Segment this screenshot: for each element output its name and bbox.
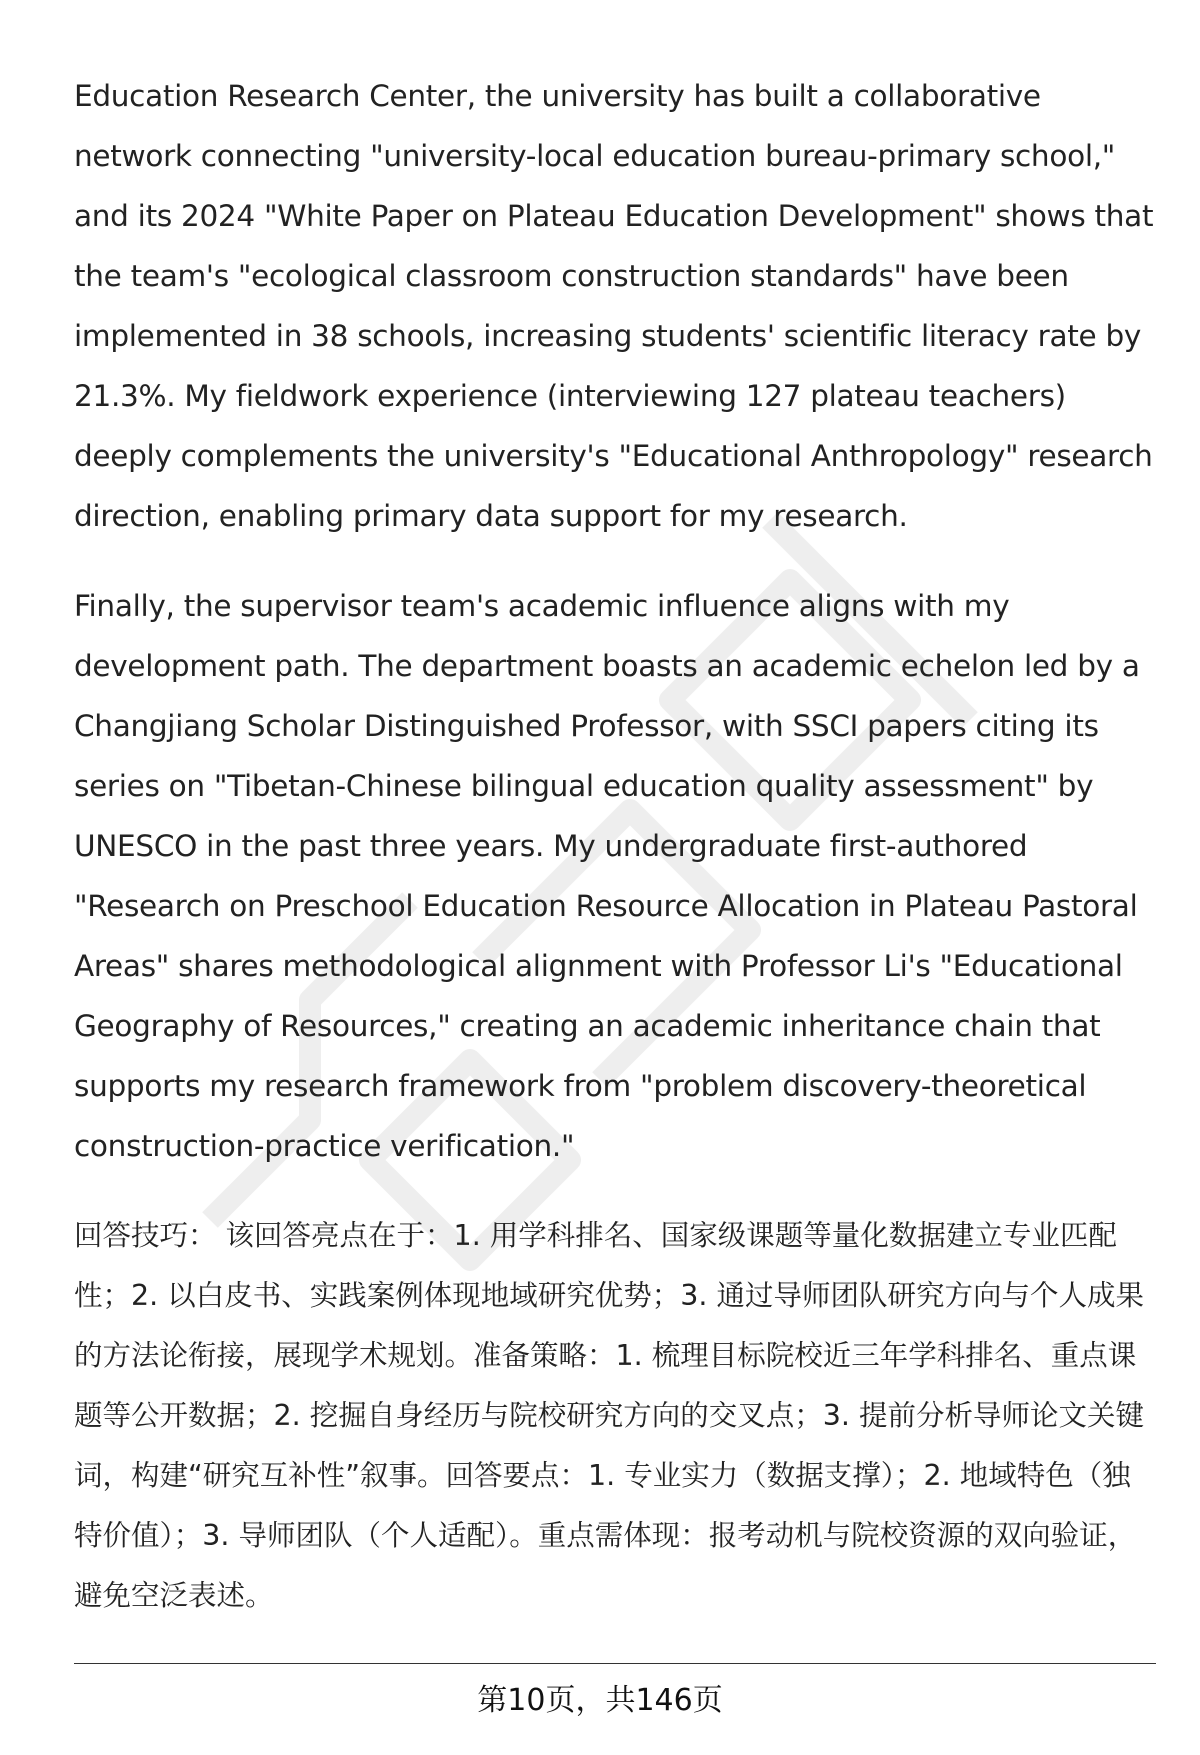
answer-tips-paragraph: 回答技巧： 该回答亮点在于：1. 用学科排名、国家级课题等量化数据建立专业匹配性；2. 以白皮书、实践案例体现地域研究优势；3. 通过导师团队研究方向与个人成果的方法论衔接，展现学术规划。准备策略：1. 梳理目标院校近三年学科排名、重点课题等公开数据；2. 挖掘自身经历与院校研究方向的交叉点；3. 提前分析导师论文关键词，构建“研究互补性”叙事。回答要点：1. 专业实力（数据支撑）；2. 地域特色（独特价值）；3. 导师团队（个人适配）。重点需体现：报考动机与院校资源的双向验证，避免空泛表述。 — [74, 1219, 1145, 1612]
page-number: 第10页，共146页 — [477, 1683, 723, 1718]
paragraph-research-center: Education Research Center, the university has built a collaborative network connecting "university-local education bureau-primary school," and its 2024 "White Paper on Plateau Education Development" shows that the team's "ecological classroom construction standards" have been implemented in 38 schools, increasing students' scientific literacy rate by 21.3%. My fieldwork experience (interviewing 127 plateau teachers) deeply complements the university's "Educational Anthropology" research direction, enabling primary data support for my research. — [74, 79, 1154, 533]
document-body — [74, 66, 1154, 1656]
footer-divider — [74, 1663, 1156, 1664]
paragraph-supervisor-team: Finally, the supervisor team's academic influence aligns with my development path. The department boasts an academic echelon led by a Changjiang Scholar Distinguished Professor, with SSCI papers citing its series on "Tibetan-Chinese bilingual education quality assessment" by UNESCO in the past three years. My undergraduate first-authored "Research on Preschool Education Resource Allocation in Plateau Pastoral Areas" shares methodological alignment with Professor Li's "Educational Geography of Resources," creating an academic inheritance chain that supports my research framework from "problem discovery-theoretical construction-practice verification." — [74, 589, 1140, 1163]
